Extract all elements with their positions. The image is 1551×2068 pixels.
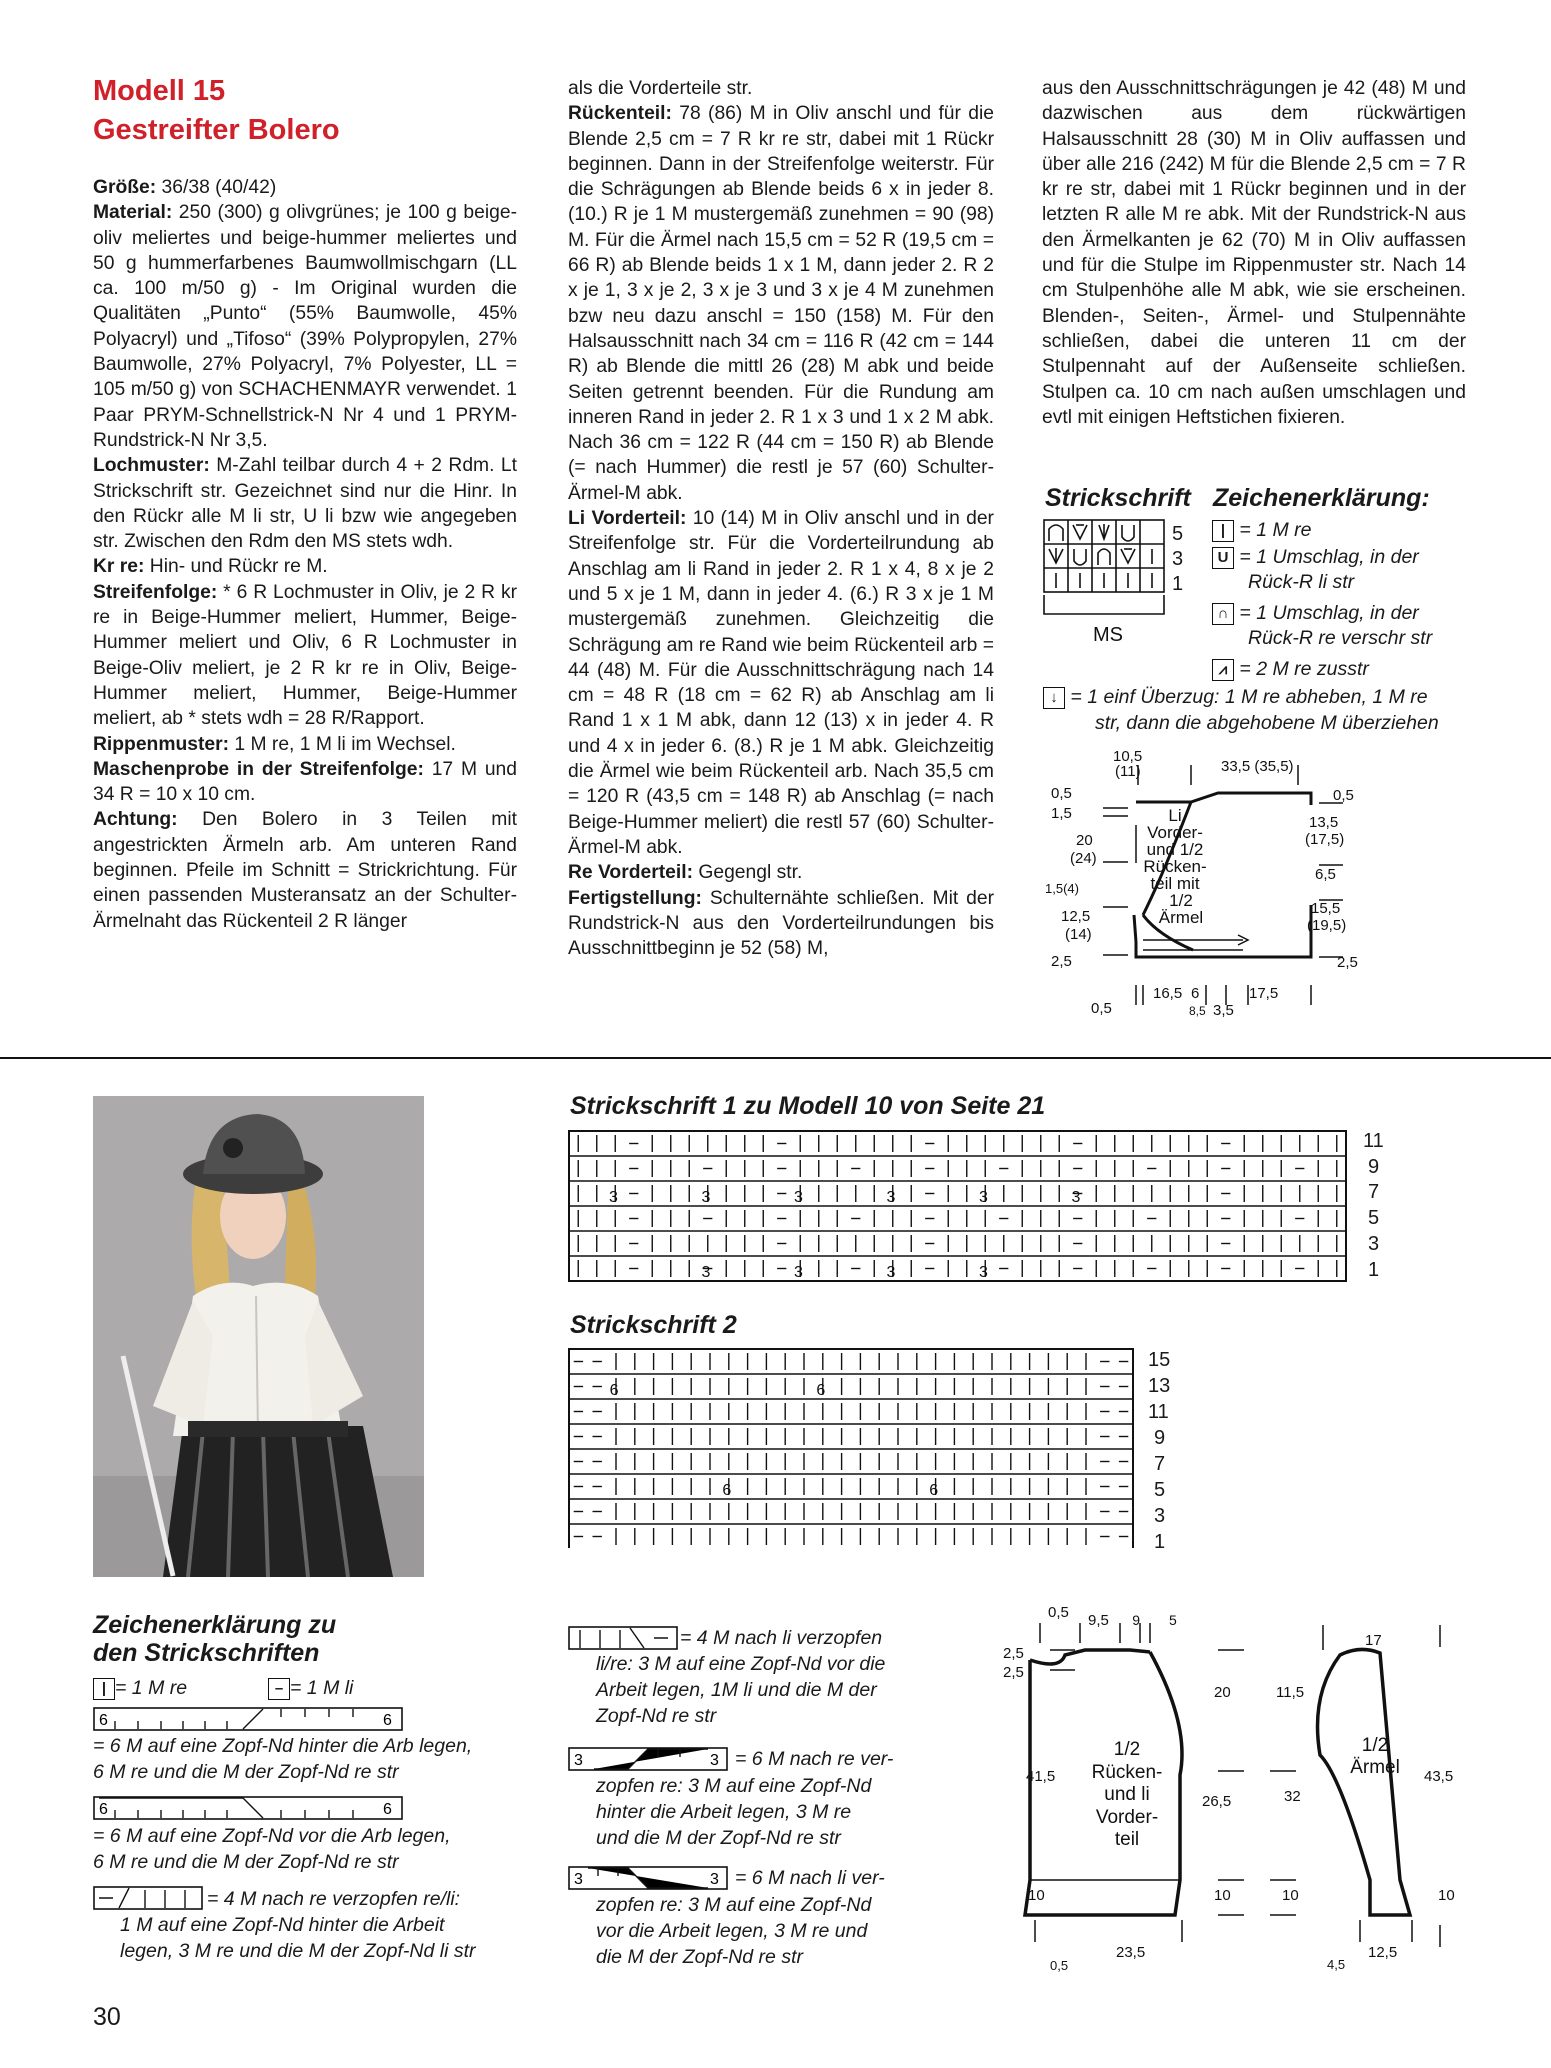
chart1-rownum: 5	[1368, 1207, 1380, 1229]
text-achtung: Den Bolero in 3 Teilen mit angestrickten Ärmeln arb. Am unteren Rand beginnen. Pfeile im Schnitt = Strickrichtung. Für einen passenden Musteransatz an der Schulter-Ärmelnaht das Rückenteil 2 R länger	[93, 809, 517, 932]
dim-bottom: 3,5	[1213, 1002, 1234, 1019]
dim-left: 1,5(4)	[1045, 881, 1079, 896]
legend-z6d: die M der Zopf-Nd re str	[596, 1946, 803, 1968]
yarn-over-purl-icon: U	[1212, 547, 1234, 569]
row-number: 1	[1172, 573, 1184, 595]
chart1-rownum: 11	[1363, 1130, 1384, 1152]
legend-li: – = 1 M li	[268, 1676, 353, 1701]
legend-ueberzug: ↓ = 1 einf Überzug: 1 M re abheben, 1 M re	[1043, 685, 1428, 710]
piece-label: Ärmel	[1350, 1757, 1400, 1778]
dim-bottom: 16,5	[1153, 985, 1183, 1002]
dim: 17	[1365, 1632, 1382, 1649]
legend-z4: = 4 M nach li verzopfen	[680, 1627, 883, 1649]
legend-bottom-title-2: den Strickschriften	[93, 1639, 320, 1667]
page-number: 30	[93, 2003, 121, 2031]
model-number: Modell 15	[93, 75, 226, 107]
schematic-front-back	[1043, 745, 1413, 1025]
row-number: 5	[1172, 523, 1184, 545]
dim: 10	[1282, 1887, 1299, 1904]
legend-ueberzug-2: str, dann die abgehobene M überziehen	[1095, 712, 1439, 734]
zeichenerklaerung-heading: Zeichenerklärung:	[1213, 484, 1430, 512]
dim-right: 15,5	[1311, 900, 1341, 917]
dim: 9,5	[1088, 1612, 1109, 1629]
dim: 2,5	[1003, 1645, 1024, 1662]
legend-z6: = 6 M nach li ver-	[735, 1867, 885, 1889]
dim-bottom: 0,5	[1091, 1000, 1112, 1017]
label-fertigstellung: Fertigstellung:	[568, 887, 702, 909]
piece-label: Vorder-	[1147, 823, 1203, 842]
label-groesse: Größe:	[93, 177, 157, 198]
cable-marker: 6	[929, 1482, 939, 1499]
legend-umschlag-verschr: ∩ = 1 Umschlag, in der	[1212, 601, 1419, 626]
chart1-rownum: 7	[1368, 1181, 1380, 1203]
cable-marker: 6	[722, 1482, 732, 1499]
model-title: Gestreifter Bolero	[93, 114, 340, 146]
chart2-rownum: 5	[1154, 1479, 1166, 1501]
dim: 9	[1132, 1612, 1140, 1628]
column-1-text	[93, 175, 517, 934]
legend-z4d: Zopf-Nd re str	[596, 1705, 717, 1727]
legend-z2: = 6 M auf eine Zopf-Nd vor die Arb legen,	[93, 1825, 451, 1847]
cable-marker: 3	[701, 1189, 711, 1206]
cable-marker: 3	[1071, 1189, 1081, 1206]
chart1-title: Strickschrift 1 zu Modell 10 von Seite 21	[570, 1092, 1046, 1120]
legend-z3: = 4 M nach re verzopfen re/li:	[207, 1888, 461, 1910]
piece-label: Ärmel	[1158, 908, 1204, 927]
text-rueckenteil: 78 (86) M in Oliv anschl und für die Blende 2,5 cm = 7 R kr re str, dabei mit 1 Rückr beginnen. Dann in der Streifenfolge weiterstr. Für die Schrägungen ab Blende beids 6 x in jeder 8. (10.) R je 1 M mustergemäß zunehmen = 90 (98) M. Für die Ärmel nach 15,5 cm = 52 R (19,5 cm = 66 R) ab Blende beids 1 x 1 M, dann jeder 2. R 2 x je 1, 3 x je 2, 3 x je 3 und 3 x je 4 M zunehmen bzw neu dazu anschl = 150 (158) M. Für den Halsausschnitt nach 34 cm = 116 R (42 cm = 144 R) ab Blende die mittl 26 (28) M abk und beide Seiten getrennt beenden. Für die Rundung am inneren Rand in jeder 2. R 1 x 3 und 1 x 2 M abk. Nach 36 cm = 122 R (44 cm = 150 R) ab Blende (= nach Hummer) die restl je 57 (60) Schulter-Ärmel-M abk.	[568, 103, 994, 504]
label-re-vorderteil: Re Vorderteil:	[568, 862, 693, 884]
purl-icon: –	[268, 1678, 290, 1700]
legend-z6c: vor die Arbeit legen, 3 M re und	[596, 1920, 868, 1942]
dim: 10	[1214, 1887, 1231, 1904]
text-krre: Hin- und Rückr re M.	[144, 556, 328, 578]
label-lochmuster: Lochmuster:	[93, 455, 210, 477]
piece-label: 1/2	[1361, 1735, 1389, 1756]
dim: 32	[1284, 1788, 1301, 1805]
dim-bottom: 17,5	[1249, 985, 1279, 1002]
dim-right: (19,5)	[1307, 917, 1347, 934]
legend-umschlag-li: U = 1 Umschlag, in der	[1212, 545, 1419, 570]
cable-count: 6	[99, 1801, 108, 1818]
knit-icon: |	[93, 1678, 115, 1700]
text-intro: als die Vorderteile str.	[568, 78, 753, 99]
dim: 43,5	[1424, 1768, 1454, 1785]
legend-z6b: zopfen re: 3 M auf eine Zopf-Nd	[596, 1894, 872, 1916]
dim-left: (14)	[1065, 926, 1092, 943]
cable-count: 3	[574, 1871, 583, 1888]
dim: 26,5	[1202, 1793, 1232, 1810]
dim-right: 6,5	[1315, 866, 1336, 883]
dim-left: 2,5	[1051, 953, 1072, 970]
piece-label: Rücken-	[1091, 1762, 1163, 1783]
dim: 4,5	[1327, 1957, 1346, 1972]
chart1-rownum: 1	[1368, 1259, 1380, 1281]
cable-count: 6	[383, 1712, 392, 1729]
dim-top: (11)	[1115, 763, 1141, 780]
legend-umschlag-li-2: Rück-R li str	[1248, 571, 1355, 593]
text-streifenfolge: * 6 R Lochmuster in Oliv, je 2 R kr re in Beige-Hummer meliert, Hummer, Beige-Hummer meliert und Oliv, 6 R Lochmuster in Beige-Oliv meliert, je 2 R kr re in Oliv, Beige-Hummer meliert, Hummer, Beige-Hummer meliert, ab * stets wdh = 28 R/Rapport.	[93, 581, 517, 730]
cable4-left-icon	[568, 1626, 678, 1650]
text-rippenmuster: 1 M re, 1 M li im Wechsel.	[229, 733, 456, 755]
strickschrift-heading: Strickschrift	[1045, 484, 1191, 512]
schematic-bottom	[1000, 1595, 1470, 1995]
cable-chart-2	[568, 1348, 1138, 1548]
label-rippenmuster: Rippenmuster:	[93, 733, 230, 755]
cable6-right-icon	[568, 1747, 728, 1771]
text-maschenprobe: 17 M und 34 R = 10 x 10 cm.	[93, 758, 518, 806]
chart2-rownum: 11	[1148, 1401, 1169, 1423]
cable-count: 3	[710, 1871, 719, 1888]
dim-left: (24)	[1070, 850, 1097, 867]
cable-marker: 6	[816, 1382, 826, 1399]
lace-chart	[1043, 519, 1193, 649]
dim: 12,5	[1368, 1944, 1398, 1961]
label-maschenprobe: Maschenprobe in der Streifenfolge:	[93, 758, 424, 780]
text-re-vorderteil: Gegengl str.	[693, 862, 803, 884]
legend-m-re: | = 1 M re	[1212, 518, 1312, 543]
piece-label: 1/2	[1113, 1739, 1141, 1760]
cable-count: 6	[99, 1712, 108, 1729]
dim-bottom: 6	[1191, 985, 1200, 1002]
dim: 0,5	[1048, 1604, 1069, 1621]
chart2-title: Strickschrift 2	[570, 1311, 737, 1339]
cable-marker: 3	[979, 1189, 988, 1206]
dim: 20	[1214, 1684, 1231, 1701]
legend-z5d: und die M der Zopf-Nd re str	[596, 1827, 841, 1849]
text-material: 250 (300) g olivgrünes; je 100 g beige-oliv meliertes und beige-hummer meliertes und 50 g hummerfarbenes Baumwollmischgarn (LL ca. 100 m/50 g) - Im Original wurden die Qualitäten „Punto“ (55% Baumwolle, 45% Polyacryl) und „Tifoso“ (39% Polypropylen, 27% Baumwolle, 27% Polyacryl, 7% Polyester, LL = 105 m/50 g) von SCHACHENMAYR verwendet. 1 Paar PRYM-Schnellstrick-N Nr 4 und 1 PRYM-Rundstrick-N Nr 3,5.	[93, 202, 517, 451]
dim: 10	[1438, 1887, 1455, 1904]
legend-umschlag-verschr-2: Rück-R re verschr str	[1248, 627, 1433, 649]
label-li-vorderteil: Li Vorderteil:	[568, 508, 687, 530]
text-fertigstellung-cont: aus den Ausschnittschrägungen je 42 (48) M und dazwischen aus dem rückwärtigen Halsausschnitt 28 (30) M in Oliv auffassen und über alle 216 (242) M für die Blende 2,5 cm = 7 R kr re str, dabei mit 1 Rückr beginnen und in der letzten R alle M re abk. Mit der Rundstrick-N aus den Ärmelkanten je 62 (70) M in Oliv auffassen und für die Stulpe im Rippenmuster str. Nach 14 cm Stulpenhöhe alle M abk, wie sie erscheinen. Blenden-, Seiten-, Ärmel- und Stulpennähte schließen, dabei die unteren 11 cm der Stulpennaht auf der Außenseite schließen. Stulpen ca. 10 cm nach außen umschlagen und evtl mit einigen Heftstichen fixieren.	[1042, 78, 1466, 428]
label-streifenfolge: Streifenfolge:	[93, 581, 218, 603]
legend-z2b: 6 M re und die M der Zopf-Nd re str	[93, 1851, 399, 1873]
column-3-text	[1042, 76, 1466, 430]
text-groesse: 36/38 (40/42)	[156, 177, 277, 198]
legend-bottom-title: Zeichenerklärung zu	[93, 1611, 337, 1639]
dim-bottom: 8,5	[1189, 1004, 1206, 1018]
section-divider	[0, 1057, 1551, 1059]
cable-marker: 3	[886, 1189, 896, 1206]
cable-marker: 3	[886, 1264, 896, 1281]
piece-label: teil	[1114, 1829, 1140, 1850]
piece-label: 1/2	[1169, 891, 1193, 910]
chart1-rownum: 9	[1368, 1156, 1380, 1178]
ms-label: MS	[1093, 624, 1123, 646]
skpo-icon: ↓	[1043, 687, 1065, 709]
cable6-left-icon	[568, 1866, 728, 1890]
dim-right: 0,5	[1333, 787, 1354, 804]
cable-marker: 6	[609, 1382, 619, 1399]
label-krre: Kr re:	[93, 556, 145, 578]
cable4-right-icon	[93, 1886, 203, 1910]
chart2-rownum: 3	[1154, 1505, 1166, 1527]
dim-top: 33,5 (35,5)	[1221, 758, 1294, 775]
piece-label: und 1/2	[1146, 840, 1204, 859]
dim: 23,5	[1116, 1944, 1146, 1961]
chart2-rownum: 7	[1154, 1453, 1166, 1475]
cable-marker: 3	[979, 1264, 988, 1281]
dim-top: 10,5	[1113, 748, 1143, 765]
dim-left: 0,5	[1051, 785, 1072, 802]
cable-marker: 3	[701, 1264, 711, 1281]
dim-left: 12,5	[1061, 908, 1091, 925]
k2tog-icon: ⩘	[1212, 659, 1234, 681]
chart2-rownum: 1	[1154, 1531, 1166, 1553]
legend-zusstr: ⩘ = 2 M re zusstr	[1212, 657, 1369, 682]
cable-count: 3	[574, 1752, 583, 1769]
legend-z1: = 6 M auf eine Zopf-Nd hinter die Arb legen,	[93, 1735, 473, 1757]
label-material: Material:	[93, 202, 173, 224]
legend-re: | = 1 M re	[93, 1676, 187, 1701]
dim: 2,5	[1003, 1664, 1024, 1681]
chart1-rownum: 3	[1368, 1233, 1380, 1255]
cable-marker: 3	[609, 1189, 618, 1206]
model-photo	[93, 1096, 424, 1577]
label-rueckenteil: Rückenteil:	[568, 103, 672, 125]
knit-icon: |	[1212, 520, 1234, 542]
piece-label: Vorder-	[1095, 1807, 1159, 1828]
legend-z5c: hinter die Arbeit legen, 3 M re	[596, 1801, 852, 1823]
dim: 5	[1169, 1612, 1177, 1628]
dim: 41,5	[1026, 1768, 1056, 1785]
column-2-text	[568, 76, 994, 961]
legend-z4b: li/re: 3 M auf eine Zopf-Nd vor die	[596, 1653, 886, 1675]
dim: 0,5	[1050, 1958, 1069, 1973]
cable-chart-1	[568, 1130, 1348, 1282]
text-lochmuster: M-Zahl teilbar durch 4 + 2 Rdm. Lt Strickschrift str. Gezeichnet sind nur die Hinr. In den Rückr alle M li str, U li bzw wie angegeben str. Zwischen den Rdm den MS stets wdh.	[93, 455, 517, 553]
chart2-rownum: 15	[1148, 1349, 1171, 1371]
dim: 10	[1028, 1887, 1045, 1904]
dim-right: (17,5)	[1305, 831, 1345, 848]
yarn-over-twisted-icon: ∩	[1212, 603, 1234, 625]
legend-z5b: zopfen re: 3 M auf eine Zopf-Nd	[596, 1775, 872, 1797]
cable-marker: 3	[794, 1189, 803, 1206]
chart2-rownum: 9	[1154, 1427, 1166, 1449]
chart2-rownum: 13	[1148, 1375, 1171, 1397]
row-number: 3	[1172, 548, 1184, 570]
cable-marker: 3	[794, 1264, 803, 1281]
dim: 11,5	[1276, 1684, 1305, 1701]
dim-right: 2,5	[1337, 954, 1358, 971]
cable-count: 3	[710, 1752, 719, 1769]
cable6-back-icon	[93, 1707, 403, 1731]
dim-left: 20	[1076, 832, 1093, 849]
dim-right: 13,5	[1309, 814, 1339, 831]
text-fertigstellung: Schulternähte schließen. Mit der Rundstrick-N aus den Vorderteilrundungen bis Ausschnittbeginn je 52 (58) M,	[568, 887, 994, 960]
legend-z4c: Arbeit legen, 1M li und die M der	[596, 1679, 877, 1701]
dim-left: 1,5	[1051, 805, 1072, 822]
piece-label: und li	[1104, 1784, 1150, 1805]
text-li-vorderteil: 10 (14) M in Oliv anschl und in der Streifenfolge str. Für die Vorderteilrundung ab Anschlag am li Rand in jeder 2. R 1 x 4, 8 x je 2 und 5 x je 1 M, dann in jeder 4. (6.) R 3 x je 1 M mustergemäß zunehmen. Gleichzeitig die Schrägung am re Rand wie beim Rückenteil arb = 44 (48) M. Für die Ausschnittschrägung nach 14 cm = 48 R (18 cm = 62 R) ab Anschlag am li Rand 1 x 1 M abk, dann 12 (13) x in jeder 4. R und 4 x in jeder 6. (8.) R je 1 M abk. Gleichzeitig die Ärmel wie beim Rückenteil arb. Nach 35,5 cm = 120 R (43,5 cm = 148 R) ab Anschlag (= nach Beige-Hummer meliert) die restl 57 (60) Schulter-Ärmel-M abk.	[568, 508, 995, 858]
legend-z3c: legen, 3 M re und die M der Zopf-Nd li str	[120, 1940, 476, 1962]
label-achtung: Achtung:	[93, 809, 178, 831]
piece-label: teil mit	[1150, 874, 1200, 893]
piece-label: Li	[1168, 806, 1182, 825]
legend-z5: = 6 M nach re ver-	[735, 1748, 894, 1770]
cable-count: 6	[383, 1801, 392, 1818]
legend-z3b: 1 M auf eine Zopf-Nd hinter die Arbeit	[120, 1914, 445, 1936]
piece-label: Rücken-	[1143, 857, 1207, 876]
cable6-front-icon	[93, 1796, 403, 1820]
legend-z1b: 6 M re und die M der Zopf-Nd re str	[93, 1761, 399, 1783]
